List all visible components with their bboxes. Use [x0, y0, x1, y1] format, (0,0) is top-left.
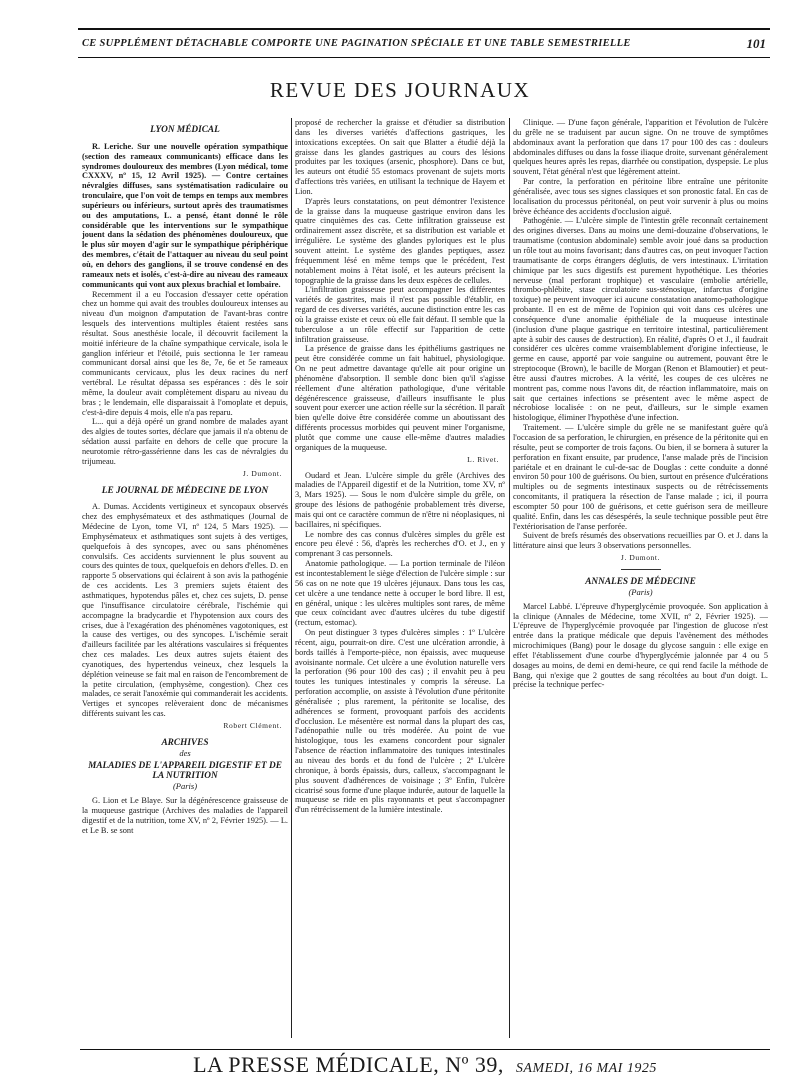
author-signature: Robert Clément.: [223, 720, 282, 730]
abstract-paragraph: Par contre, la perforation en péritoine libre entraîne une péritonite généralisée, avec tous ses signes classiques et son pronostic fatal. En cas de localisation du processus péritonéal, on peut voir survenir à plus ou moins brève échéance des accidents d'occlusion aiguë.: [513, 177, 768, 216]
section-heading: MALADIES DE L'APPAREIL DIGESTIF ET DE LA NUTRITION: [88, 761, 282, 782]
section-heading: ARCHIVES: [161, 737, 209, 748]
author-signature: L. Rivet.: [467, 454, 499, 464]
abstract-paragraph: D'après leurs constatations, on peut démontrer l'existence de la graisse dans la muqueuse gastrique environ dans les quatre cinquièmes des cas. Cette infiltration graisseuse est ordinairement assez discrète, et sa distribution est variable et irrégulière. Le système des glandes pyloriques est le plus souvent atteint. Le système des glandes peptiques, assez fréquemment lésé en même temps que le précédent, l'est notablement moins à l'état isolé, et les auteurs précisent la topographie de la graisse dans les deux espèces de cellules.: [295, 196, 505, 285]
column-rule: [509, 118, 510, 1038]
section-heading: LE JOURNAL DE MÉDECINE DE LYON: [101, 485, 269, 496]
page-number: 101: [746, 35, 766, 51]
section-divider: [621, 569, 661, 570]
column-rule: [291, 118, 292, 1038]
section-heading: LYON MÉDICAL: [150, 125, 220, 135]
author-signature: J. Dumont.: [620, 553, 661, 563]
abstract-paragraph: G. Lion et Le Blaye. Sur la dégénérescence graisseuse de la muqueuse gastrique (Archives des maladies de l'appareil digestif et de la nutrition, tome XV, nº 2, Février 1925). — L. et Le B. se sont: [82, 796, 288, 835]
abstract-paragraph: La présence de graisse dans les épithéliums gastriques ne peut être considérée comme un fait habituel, physiologique. On ne peut admettre davantage qu'elle ait pour origine un phénomène d'absorption. Il semble donc bien qu'il s'agisse réellement d'une altération pathologique, d'une véritable dégénérescence graisseuse, d'ailleurs insuffisante le plus souvent pour exercer une action réelle sur la sécrétion. Il paraît bien qu'elle doive être considérée comme un aboutissant des différents processus morbides qui peuvent miner l'organisme, plutôt que comme une cause elle-même d'autres maladies organiques de la muqueuse.: [295, 344, 505, 452]
abstract-paragraph: Clinique. — D'une façon générale, l'apparition et l'évolution de l'ulcère du grêle ne se traduisent par aucun signe. On ne trouve de symptômes abdominaux avant la perforation que dans 17 pour 100 des cas : douleurs abdominales diffuses ou dans la fosse iliaque droite, survenant généralement quelques heures après les repas, diarrhée ou constipation, dyspepsie. Le plus souvent, l'état général n'est que légèrement atteint.: [513, 118, 768, 177]
abstract-paragraph: A. Dumas. Accidents vertigineux et syncopaux observés chez des emphysémateux et des asthmatiques (Journal de Médecine de Lyon, tome VI, nº 124, 5 Mars 1925). — Emphysémateux et asthmatiques sont sujets à des vertiges, quelquefois à des syncopes, avec ou sans phénomènes convulsifs. Ces accidents surviennent le plus souvent au cours des quintes de toux, quelquefois en dehors d'elles. D. en rapporte 5 observations qui éclairent à son avis la pathogénie de ces accidents. Les 3 premiers sujets étaient des asthmatiques, hypotendus pâles et, chez ces sujets, D. pense que l'insuffisance circulatoire cérébrale, l'ischémie qui accompagne la bradycardie et l'hypotension aux cours des crises, due à l'exagération des phénomènes vagotoniques, est la cause des vertiges, ou des syncopes. L'ischémie serait d'ailleurs facilitée par les altérations vasculaires si fréquentes chez ces malades. Les deux autres sujets étaient des cyanotiques, des hypertendus veineux, chez lesquels la déplétion veineuse se fait mal en raison de l'encombrement de la petite circulation, (emphysème, congestion). Chez ces malades, ce serait l'anoxémie qui commanderait les accidents. Vertiges et syncopes relèveraient donc de mécanismes différents suivant les cas.: [82, 502, 288, 719]
abstract-paragraph: Suivent de brefs résumés des observations recueillies par O. et J. dans la littérature ainsi que leurs 3 observations personnelles.: [513, 531, 768, 551]
abstract-paragraph: L... qui a déjà opéré un grand nombre de malades ayant des algies de toutes sortes, déclare que jamais il n'a obtenu de sédation aussi parfaite en dehors de celle que procure la neurotomie rétro-gassérienne dans les cas de névralgies du trijumeau.: [82, 417, 288, 466]
section-heading: ANNALES DE MÉDECINE: [585, 576, 696, 587]
column-left: [82, 118, 288, 1038]
abstract-paragraph: R. Leriche. Sur une nouvelle opération sympathique (section des rameaux communicants) efficace dans les syndromes douloureux des membres (Lyon médical, tome CXXXV, nº 15, 12 Avril 1925). — Contre certaines névralgies diffuses, sans systématisation radiculaire ou tronculaire, que l'on voit de temps en temps aux membres supérieurs ou inférieurs, surtout après des traumatismes ou des amputations, L. a pensé, étant donné le rôle considérable que les interventions sur le sympathique jouent dans la sédation des phénomènes douloureux, que le plus sûr moyen d'agir sur le sympathique périphérique des membres, c'était de l'attaquer au niveau du seul point où, en dehors des ganglions, il se trouve condensé en des rameaux nets et isolés, c'est-à-dire au niveau des rameaux communicants qui vont aux plexus brachial et lombaire.: [82, 141, 288, 289]
section-place: (Paris): [172, 781, 198, 792]
abstract-paragraph: Marcel Labbé. L'épreuve d'hyperglycémie provoquée. Son application à la clinique (Annales de Médecine, tome XVII, nº 2, Février 1925). — L'épreuve de l'hyperglycémie provoquée par l'ingestion de glucose n'est entrée dans la pratique médicale que depuis l'avènement des méthodes microchimiques (Bang) pour le dosage du glycose sanguin : elle exige en effet l'établissement d'une courbe d'hyperglycémie jalonnée par 4 ou 5 dosages au moins, de demi en demi-heure, ce qui rend facile la méthode de Bang, qui n'exige que 2 gouttes de sang récoltées au bout d'un doigt. L. précise la technique perfec-: [513, 601, 768, 690]
abstract-paragraph: Recemment il a eu l'occasion d'essayer cette opération chez un homme qui avait des troubles douloureux intenses au niveau d'un moignon d'amputation de l'avant-bras contre lesquels des interventions multiples étaient restées sans résultat. Sous anesthésie locale, il découvrit facilement la moitié inférieure de la chaîne sympathique cervicale, isola le ganglion inférieur et l'étoilé, puis sectionna le 1er rameau communicant dorsal ainsi que les 8e, 7e, 6e et 5e rameaux communicants cervicaux, plus les deux racines du nerf vertébral. Le résultat dépassa ses espérances : dès le soir même, la douleur avait complètement disparu au niveau du bras ; le lendemain, elle disparaissait à l'omoplate et depuis, c'est-à-dire depuis 4 mois, elle n'a pas reparu.: [82, 289, 288, 417]
column-middle: [295, 118, 505, 1038]
column-right: [513, 118, 768, 1038]
abstract-paragraph: Anatomie pathologique. — La portion terminale de l'iléon est incontestablement le siège d'élection de l'ulcère simple : sur 56 cas on ne note que 19 ulcères jéjunaux. Dans tous les cas, cet ulcère a une tendance nette à occuper le bord libre. Il est, en général, unique : les ulcères multiples sont rares, de même que ceux coïncidant avec d'autres ulcères du tube digestif (rectum, estomac).: [295, 559, 505, 628]
running-header: [78, 28, 770, 58]
abstract-paragraph: L'infiltration graisseuse peut accompagner les différentes variétés de gastrites, mais il n'est pas possible d'établir, en regard de ces diverses variétés, aucune distinction entre les cas où la graisse existe et ceux où elle fait défaut. Il semble que la tuberculose a un rôle effectif sur l'apparition de cette infiltration graisseuse.: [295, 285, 505, 344]
abstract-paragraph: On peut distinguer 3 types d'ulcères simples : 1º L'ulcère récent, aigu, pourrait-on dire. C'est une ulcération arrondie, à bords taillés à l'emporte-pièce, non épaissis, avec muqueuse avoisinante normale. Cet ulcère a une évolution naturelle vers la perforation (96 pour 100 des cas) ; il envahit peu à peu toutes les tuniques intestinales y compris la séreuse. La perforation accomplie, on assiste à l'évolution d'une péritonite généralisée ; plus rarement, la péritonite se localise, des adhérences se forment, provoquant parfois des accidents d'occlusion. Le mésentère est normal dans la plupart des cas, l'adénopathie nulle ou très modérée. Au point de vue histologique, tous les examens concordent pour signaler l'absence de réaction inflammatoire des tuniques intestinales au niveau des bords et du fond de l'ulcère ; 2º L'ulcère chronique, à bords épaissis, durs, calleux, s'accompagnant le plus souvent d'adhérences de voisinage ; 3º Enfin, l'ulcère cicatrisé sous forme d'une plaque indurée, autour de laquelle la muqueuse se ride en plis rayonnants et peut s'accompagner d'un rétrécissement de la lumière intestinale.: [295, 628, 505, 815]
journal-name: LA PRESSE MÉDICALE, Nº 39,: [193, 1052, 504, 1077]
page-title: REVUE DES JOURNAUX: [269, 78, 531, 102]
abstract-paragraph: Oudard et Jean. L'ulcère simple du grêle (Archives des maladies de l'Appareil digestif et de la Nutrition, tome XV, nº 3, Mars 1925). — Sous le nom d'ulcère simple du grêle, on groupe des lésions de pathogénie probablement très diverse, mais qui ont ce caractère commun de n'être ni néoplasiques, ni bacillaires, ni spécifiques.: [295, 470, 505, 529]
section-heading-connector: des: [179, 747, 191, 758]
abstract-paragraph: Le nombre des cas connus d'ulcères simples du grêle est encore peu élevé : 56, d'après les recherches d'O. et J., en y comprenant 3 cas personnels.: [295, 529, 505, 559]
abstract-paragraph: Pathogénie. — L'ulcère simple de l'intestin grêle reconnaît certainement des origines diverses. Dans au moins une demi-douzaine d'observations, le traumatisme (contusion abdominale) semble avoir joué dans sa production un rôle tout au moins favorisant; dans d'autres cas, on peut invoquer l'action traumatisante de corps étrangers déglutis, de vers intestinaux. L'irritation chimique par les sucs digestifs est purement hypothétique. Les théories nerveuse (mal perforant trophique) et vasculaire (embolie artérielle, thrombo-phlébite, stase circulatoire sus-sténosique, infarctus d'origine toxique) ne peuvent invoquer ici aucune constatation anatomo-pathologique probante. Il en est de même de l'opinion qui voit dans ces ulcères une conséquence d'une anomalie épithéliale de la muqueuse intestinale (inclusion d'une plaque gastrique en territoire intestinal, particulièrement apte à subir des causes de destruction). En réalité, d'après O et J., il faudrait considérer ces ulcères comme vraisemblablement d'origine infectieuse, le germe en cause, apporté par voie sanguine ou autrement, pouvant être le streptocoque (Brown), le bacille de Morgan (Renon et Blamoutier) et peut-être aussi d'autres microbes. A la vérité, les coupes de ces ulcères ne montrent pas, comme nous l'avons dit, de réaction inflammatoire, mais on sait que certaines infections se présentent avec le même aspect de nécrobiose localisée : on ne peut, d'ailleurs, sur le simple examen histologique, éliminer l'hypothèse d'une infection.: [513, 216, 768, 423]
supplement-notice: CE SUPPLÉMENT DÉTACHABLE COMPORTE UNE PAGINATION SPÉCIALE ET UNE TABLE SEMESTRIELLE: [82, 38, 631, 49]
abstract-paragraph: proposé de rechercher la graisse et d'étudier sa distribution dans les diverses variétés d'affections gastriques, les intoxications exceptées. On sait que Blatter a étudié déjà la graisse dans les glandes gastriques au cours des lésions produites par les toxiques (arsenic, phosphore). Dans ce but, les auteurs ont étudié 55 estomacs provenant de sujets morts d'affections très variées, en utilisant la technique de Hayem et Lion.: [295, 118, 505, 196]
issue-date: SAMEDI, 16 MAI 1925: [515, 1061, 657, 1076]
section-place: (Paris): [628, 586, 653, 597]
author-signature: J. Dumont.: [242, 468, 282, 478]
page-footer: [80, 1049, 770, 1078]
abstract-paragraph: Traitement. — L'ulcère simple du grêle ne se manifestant guère qu'à l'occasion de sa perforation, le chirurgien, en présence de la péritonite qui en résulte, peut se comporter de trois façons. Ou bien, il se bornera à suturer la perforation en fixant ensuite, par prudence, l'anse malade près de l'incision pariétale et en drainant le cul-de-sac de Douglas : cette conduite a donné environ 50 pour 100 de guérisons. Ou bien, surtout en présence d'ulcérations multiples ou de segments intestinaux suspects ou de rétrécissements concomitants, il pratiquera la résection de l'anse malade ; ici, il pourra escompter 50 pour 100 de guérisons, et cette guérison sera de meilleure qualité. Enfin, dans les cas désespérés, la seule technique possible peut être l'extériorisation de l'anse perforée.: [513, 423, 768, 531]
